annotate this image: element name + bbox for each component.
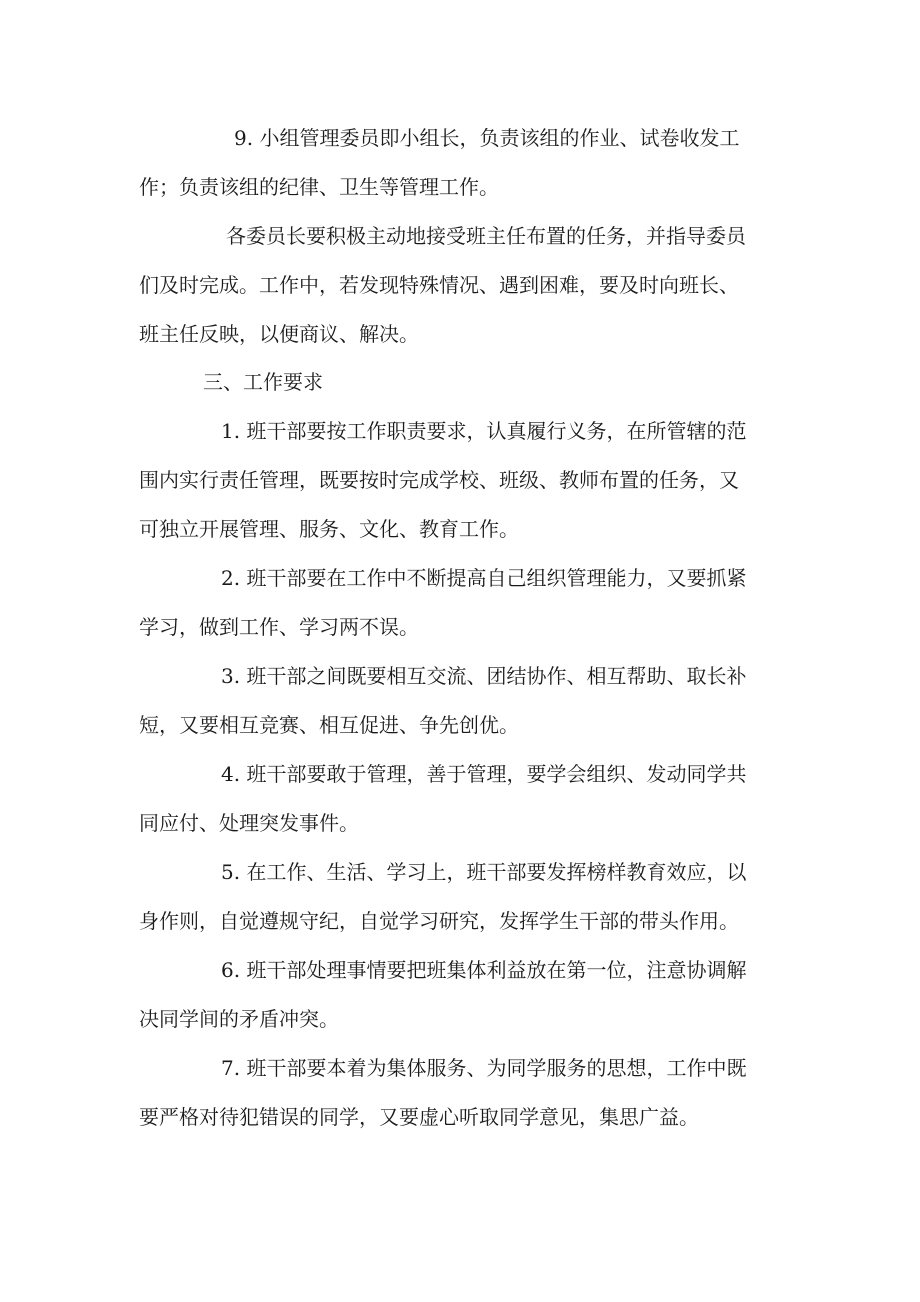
section-heading: 三、工作要求 [203,370,323,394]
requirement-1-line-3: 可独立开展管理、服务、文化、教育工作。 [139,517,519,541]
committee-note-line-3: 班主任反映，以便商议、解决。 [139,322,419,346]
committee-note-line-2: 们及时完成。工作中，若发现特殊情况、遇到困难，要及时向班长、 [139,273,739,297]
requirement-1-line-2: 围内实行责任管理，既要按时完成学校、班级、教师布置的任务，又 [139,468,739,492]
requirement-3-line-2: 短，又要相互竞赛、相互促进、争先创优。 [139,713,519,737]
requirement-7-line-2: 要严格对待犯错误的同学，又要虚心听取同学意见，集思广益。 [139,1105,699,1129]
requirement-5-line-2: 身作则，自觉遵规守纪，自觉学习研究，发挥学生干部的带头作用。 [139,909,739,933]
requirement-6-line-1: 6. 班干部处理事情要把班集体利益放在第一位，注意协调解 [221,958,747,982]
requirement-4-line-1: 4. 班干部要敢于管理，善于管理，要学会组织、发动同学共 [221,762,747,786]
requirement-5-line-1: 5. 在工作、生活、学习上，班干部要发挥榜样教育效应，以 [221,860,747,884]
requirement-2-line-1: 2. 班干部要在工作中不断提高自己组织管理能力，又要抓紧 [221,566,747,590]
requirement-1-line-1: 1. 班干部要按工作职责要求，认真履行义务，在所管辖的范 [221,419,747,443]
item-9-line-1: 9. 小组管理委员即小组长，负责该组的作业、试卷收发工 [234,126,740,150]
requirement-6-line-2: 决同学间的矛盾冲突。 [139,1007,339,1031]
requirement-7-line-1: 7. 班干部要本着为集体服务、为同学服务的思想，工作中既 [221,1056,747,1080]
requirement-2-line-2: 学习，做到工作、学习两不误。 [139,615,419,639]
requirement-3-line-1: 3. 班干部之间既要相互交流、团结协作、相互帮助、取长补 [221,664,747,688]
committee-note-line-1: 各委员长要积极主动地接受班主任布置的任务，并指导委员 [226,224,746,248]
requirement-4-line-2: 同应付、处理突发事件。 [139,811,359,835]
item-9-line-2: 作；负责该组的纪律、卫生等管理工作。 [139,175,499,199]
